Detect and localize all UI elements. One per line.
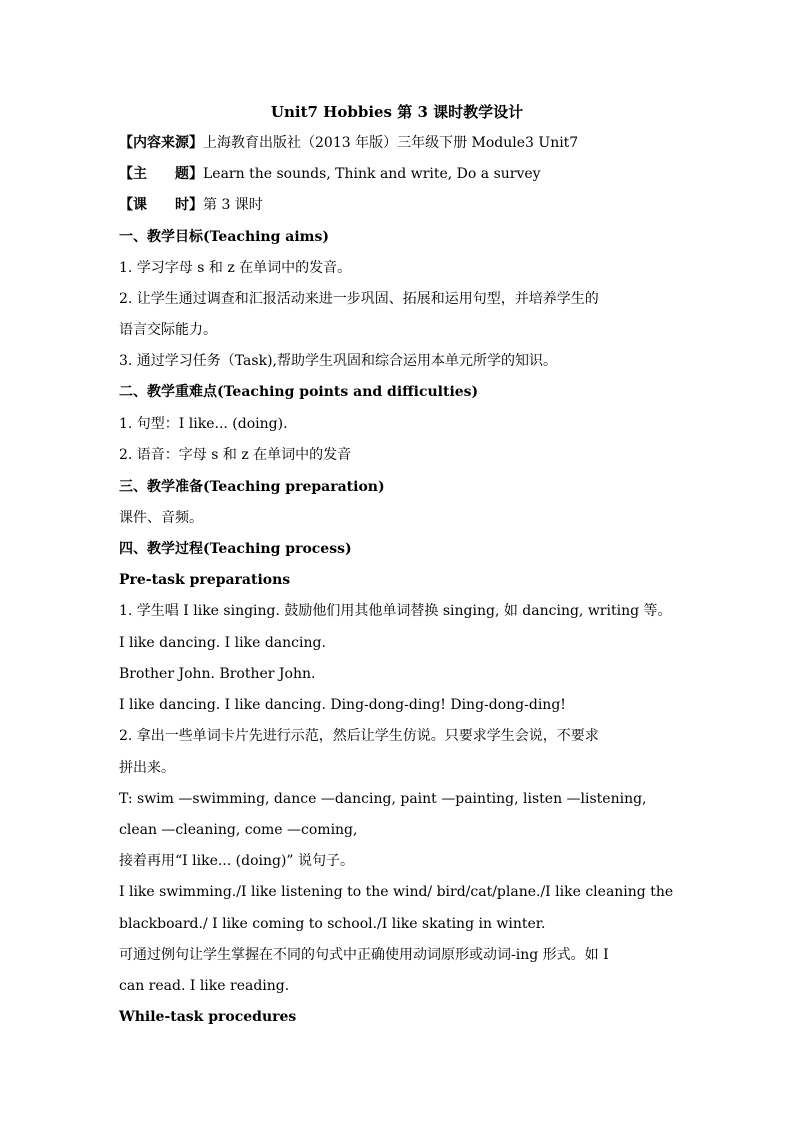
step-2: 2. 拿出一些单词卡片先进行示范，然后让学生仿说。只要求学生会说，不要求	[119, 728, 599, 744]
period-line	[119, 195, 679, 215]
points-item-2: 2. 语音：字母 s 和 z 在单词中的发音	[119, 447, 352, 463]
aims-item-1: 1. 学习字母 s 和 z 在单词中的发音。	[119, 260, 352, 276]
topic-label: 【主 题】	[119, 166, 203, 182]
song-line-2: Brother John. Brother John.	[119, 666, 316, 682]
topic-line	[119, 164, 679, 184]
word-pairs-line-2: clean —cleaning, come —coming,	[119, 822, 358, 838]
source-line	[119, 133, 679, 153]
aims-heading: 一、教学目标(Teaching aims)	[119, 229, 329, 245]
while-task-heading: While-task procedures	[119, 1009, 297, 1025]
pre-task-heading: Pre-task preparations	[119, 572, 291, 588]
note-line-2: can read. I like reading.	[119, 978, 290, 994]
document-title: Unit7 Hobbies 第 3 课时教学设计	[270, 103, 524, 121]
step-1: 1. 学生唱 I like singing. 鼓励他们用其他单词替换 singing, 如 dancing, writing 等。	[119, 603, 672, 619]
prep-heading: 三、教学准备(Teaching preparation)	[119, 479, 385, 495]
source-label: 【内容来源】	[119, 135, 203, 151]
song-line-1: I like dancing. I like dancing.	[119, 635, 326, 651]
source-text: 上海教育出版社（2013 年版）三年级下册 Module3 Unit7	[203, 135, 579, 151]
examples-line-2: blackboard./ I like coming to school./I like skating in winter.	[119, 916, 546, 932]
aims-item-3: 3. 通过学习任务（Task),帮助学生巩固和综合运用本单元所学的知识。	[119, 353, 557, 369]
note-line-1: 可通过例句让学生掌握在不同的句式中正确使用动词原形或动词-ing 形式。如 I	[119, 947, 609, 963]
points-heading: 二、教学重难点(Teaching points and difficulties)	[119, 384, 479, 400]
aims-item-2: 2. 让学生通过调查和汇报活动来进一步巩固、拓展和运用句型，并培养学生的	[119, 291, 599, 307]
step-3: 接着再用“I like... (doing)” 说句子。	[119, 853, 355, 869]
period-label: 【课 时】	[119, 197, 203, 213]
topic-text: Learn the sounds, Think and write, Do a survey	[203, 166, 541, 182]
period-text: 第 3 课时	[203, 197, 263, 213]
points-item-1: 1. 句型：I like... (doing).	[119, 416, 288, 432]
process-heading: 四、教学过程(Teaching process)	[119, 541, 352, 557]
step-2-cont: 拼出来。	[119, 760, 175, 776]
aims-item-2-cont: 语言交际能力。	[119, 322, 217, 338]
prep-text: 课件、音频。	[119, 510, 203, 526]
word-pairs-line-1: T: swim —swimming, dance —dancing, paint —painting, listen —listening,	[119, 791, 647, 807]
examples-line-1: I like swimming./I like listening to the wind/ bird/cat/plane./I like cleaning the	[119, 884, 674, 900]
song-line-3: I like dancing. I like dancing. Ding-dong-ding! Ding-dong-ding!	[119, 697, 566, 713]
